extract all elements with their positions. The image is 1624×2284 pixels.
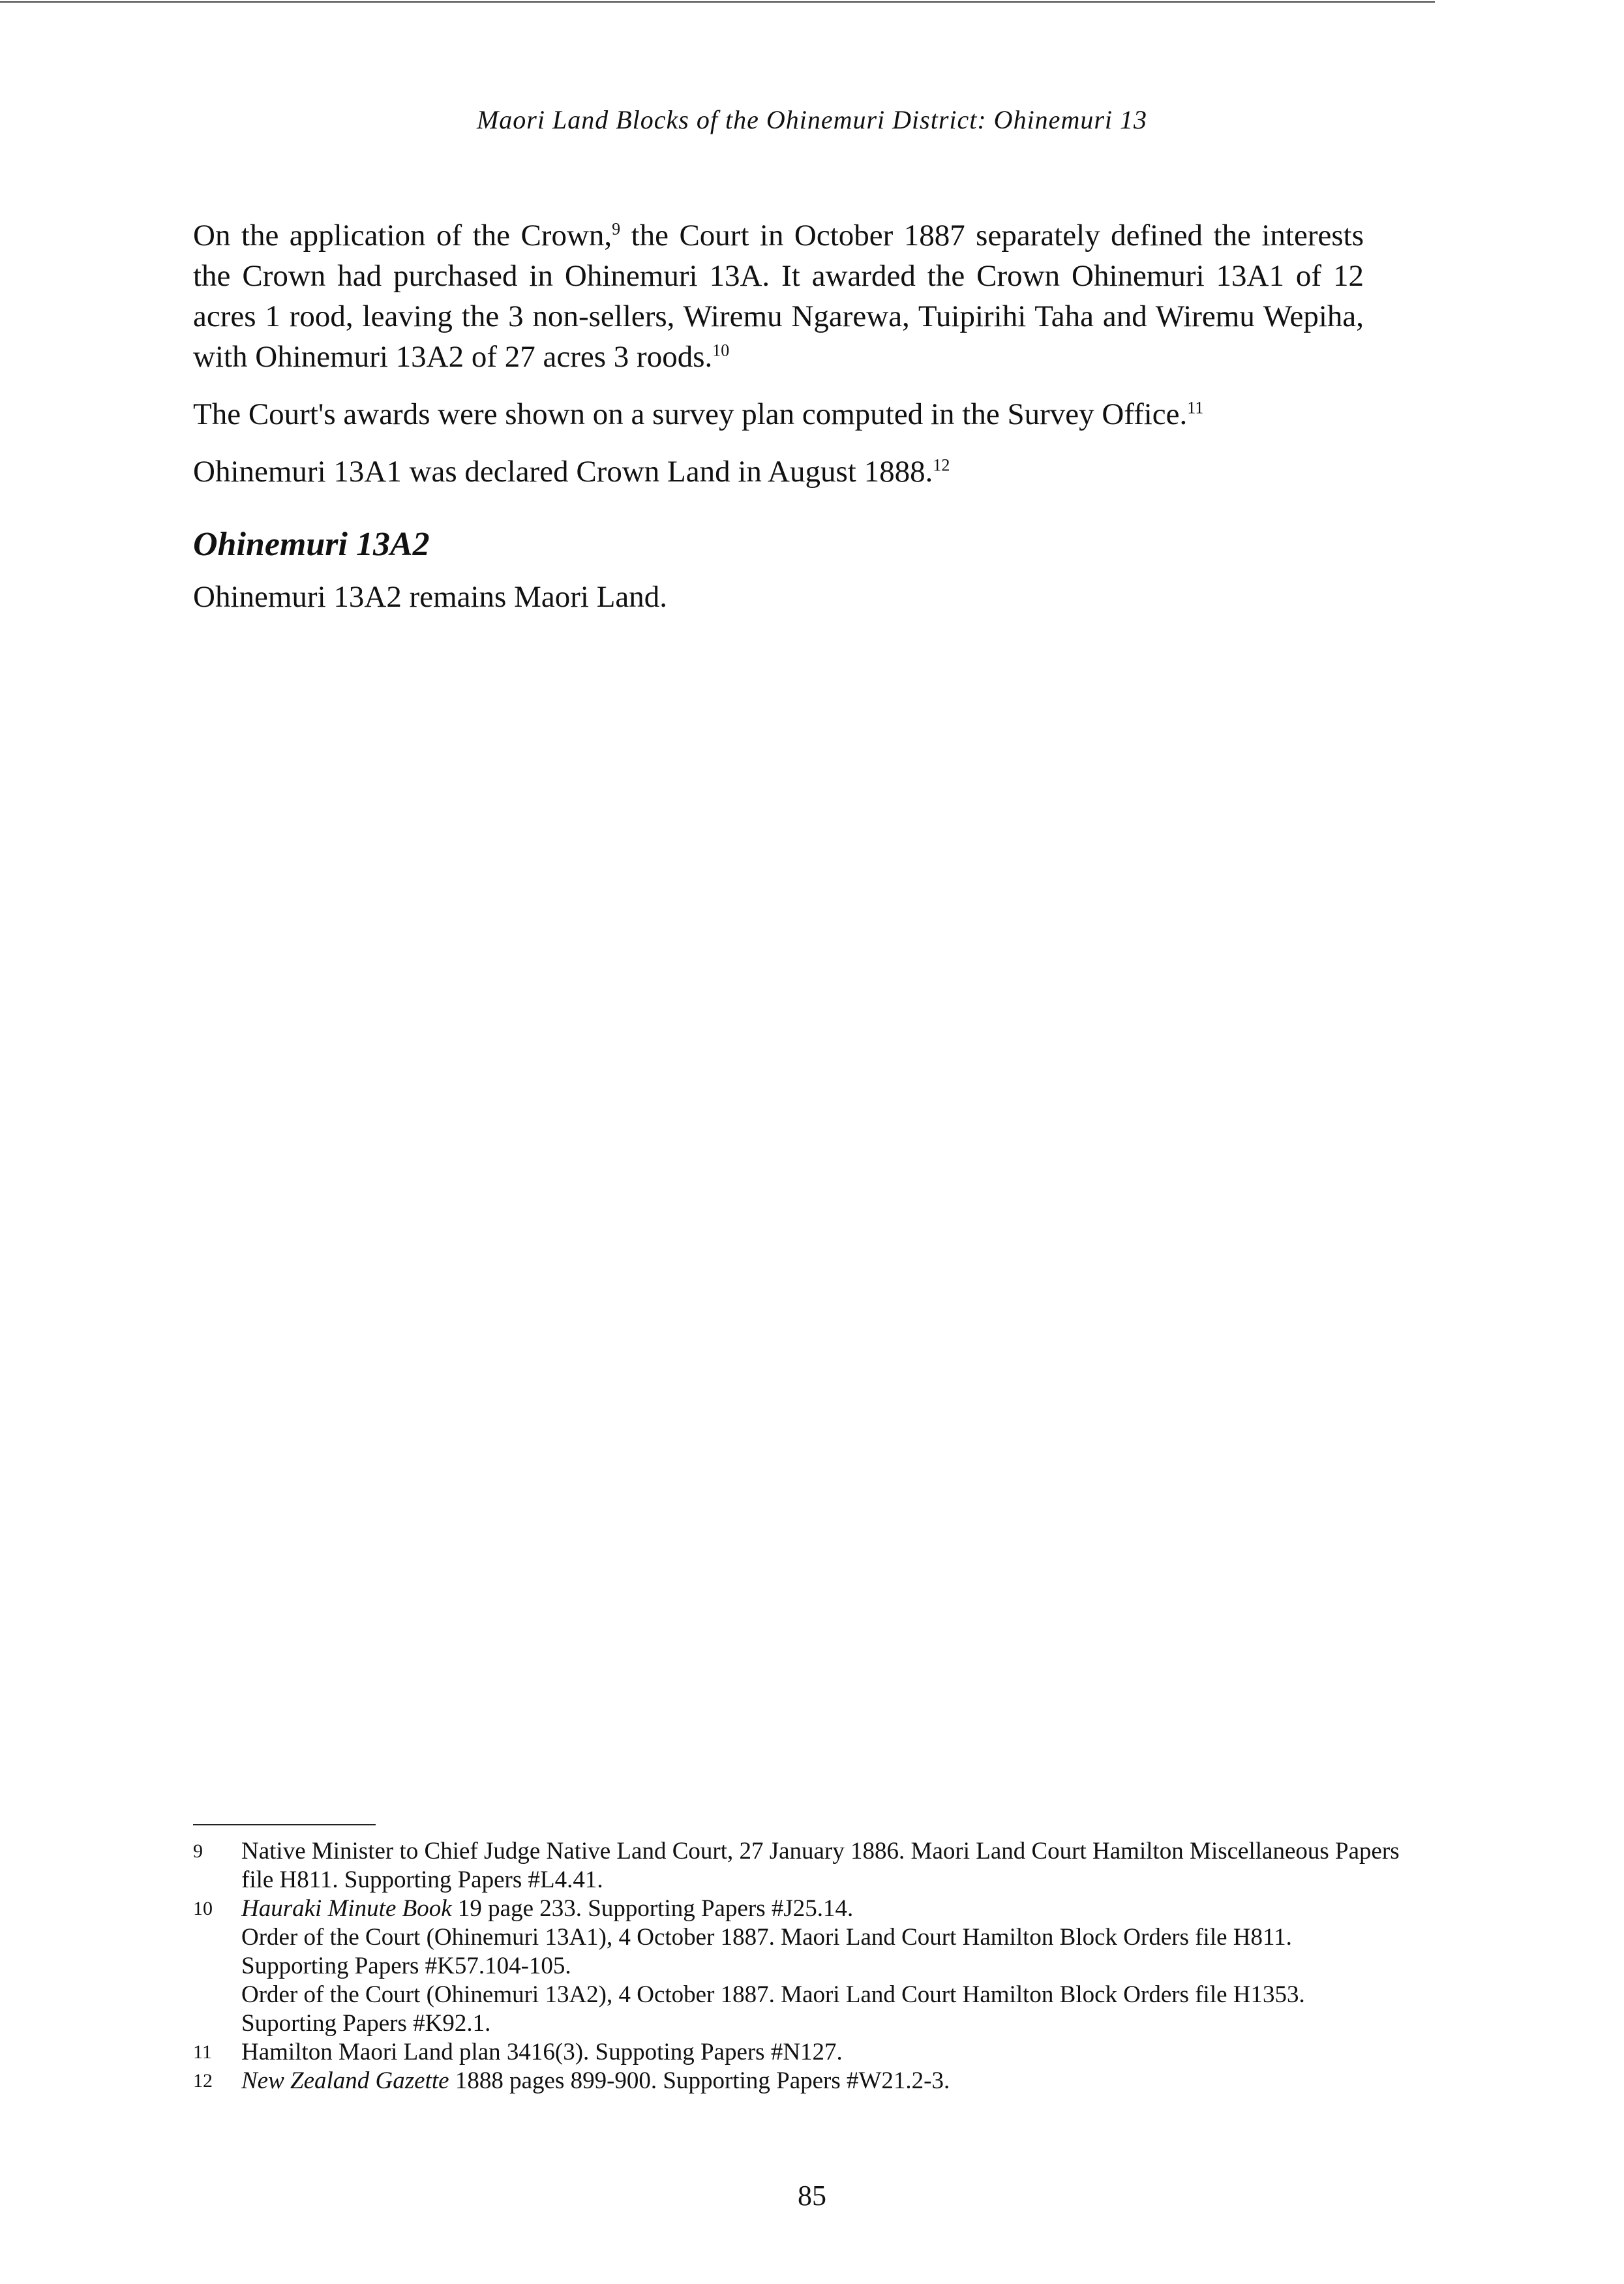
paragraph-2-text: The Court's awards were shown on a survey plan computed in the Survey Office. bbox=[193, 397, 1188, 431]
footnote-line bbox=[241, 1895, 1400, 1923]
top-border-line bbox=[0, 1, 1435, 3]
source-title: Hauraki Minute Book bbox=[241, 1895, 452, 1922]
main-text bbox=[193, 215, 1364, 634]
running-head: Maori Land Blocks of the Ohinemuri District: Ohinemuri 13 bbox=[476, 105, 1148, 134]
footnote-number: 10 bbox=[193, 1898, 213, 1919]
paragraph-2 bbox=[193, 394, 1364, 434]
footnote-body bbox=[241, 1895, 1400, 2038]
footnotes bbox=[193, 1837, 1400, 2095]
footnote-separator bbox=[193, 1824, 376, 1825]
footnote-number: 11 bbox=[193, 2041, 212, 2063]
footnote-line: Native Minister to Chief Judge Native Land Court, 27 January 1886. Maori Land Court Hamilton Miscellaneous Papers file H811. Supporting Papers #L4.41. bbox=[241, 1838, 1400, 1893]
footnote-number: 9 bbox=[193, 1840, 203, 1862]
footnote-line: Order of the Court (Ohinemuri 13A1), 4 October 1887. Maori Land Court Hamilton Block Orders file H811. Supporting Papers #K57.104-105. bbox=[241, 1924, 1292, 1979]
page-number: 85 bbox=[798, 2180, 826, 2212]
paragraph-1 bbox=[193, 215, 1364, 377]
footnote-number: 12 bbox=[193, 2070, 213, 2092]
source-detail: 19 page 233. Supporting Papers #J25.14. bbox=[451, 1895, 854, 1922]
footnote-12 bbox=[193, 2067, 1400, 2095]
footnote-ref-9[interactable]: 9 bbox=[612, 219, 621, 239]
footnote-line: Order of the Court (Ohinemuri 13A2), 4 October 1887. Maori Land Court Hamilton Block Orders file H1353. Suporting Papers #K92.1. bbox=[241, 1981, 1305, 2037]
footnote-9 bbox=[193, 1837, 1400, 1895]
footnote-ref-10[interactable]: 10 bbox=[712, 341, 730, 360]
footnote-ref-11[interactable]: 11 bbox=[1187, 398, 1204, 418]
footnote-body bbox=[241, 1837, 1400, 1895]
paragraph-3-text: Ohinemuri 13A1 was declared Crown Land in August 1888. bbox=[193, 455, 933, 489]
source-title: New Zealand Gazette bbox=[241, 2067, 449, 2094]
section-heading: Ohinemuri 13A2 bbox=[193, 526, 430, 563]
footnote-ref-12[interactable]: 12 bbox=[933, 455, 950, 475]
paragraph-1-text-b: the Court in October 1887 separately defined the interests the Crown had purchased in Ohinemuri 13A. It awarded the Crown Ohinemuri 13A1 of 12 acres 1 rood, leaving the 3 non-sellers, Wiremu Ngarewa, Tuipirihi Taha and Wiremu Wepiha, with Ohinemuri 13A2 of 27 acres 3 roods. bbox=[193, 219, 1364, 374]
paragraph-4: Ohinemuri 13A2 remains Maori Land. bbox=[193, 580, 668, 614]
footnote-10 bbox=[193, 1895, 1400, 2038]
footnote-line bbox=[241, 2067, 1400, 2095]
paragraph-3 bbox=[193, 451, 1364, 492]
source-detail: 1888 pages 899-900. Supporting Papers #W21.2-3. bbox=[449, 2067, 950, 2094]
footnote-body bbox=[241, 2038, 1400, 2067]
footnote-11 bbox=[193, 2038, 1400, 2067]
paragraph-1-text-a: On the application of the Crown, bbox=[193, 219, 612, 252]
footnote-line: Hamilton Maori Land plan 3416(3). Suppoting Papers #N127. bbox=[241, 2039, 843, 2065]
footnote-body bbox=[241, 2067, 1400, 2095]
